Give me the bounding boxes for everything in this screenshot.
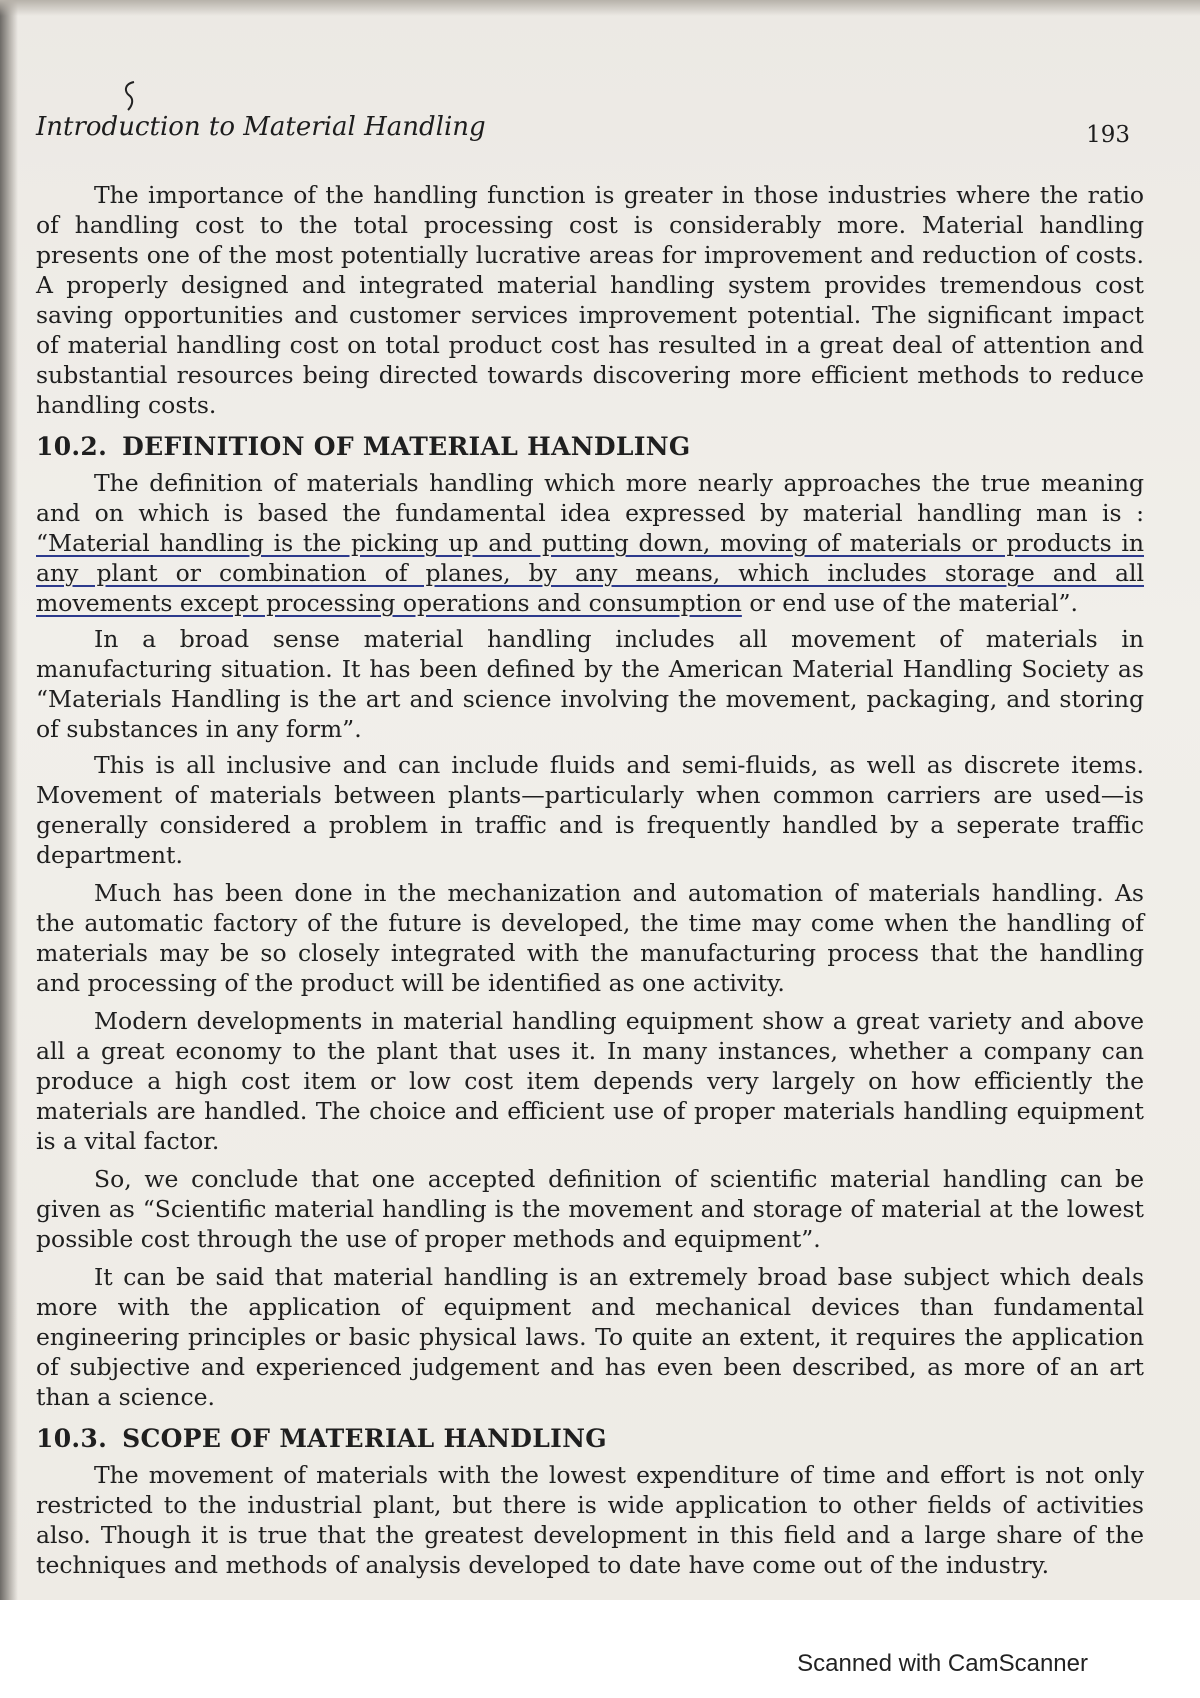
broad-sense-paragraph [36,624,1144,744]
body-paragraph: So, we conclude that one accepted definition of scientific material handling can be given as “Scientific material handling is the movement and storage of material at the lowest possible cost through the use of proper methods and equipment”. [36,1165,1144,1253]
page-body [36,180,1144,1588]
camscanner-watermark: Scanned with CamScanner [797,1650,1088,1677]
section-title: SCOPE OF MATERIAL HANDLING [122,1424,607,1453]
section-heading-definition [36,432,1144,462]
running-head: Introduction to Material Handling [36,112,486,142]
page-number: 193 [1086,122,1130,148]
section-number: 10.2. [36,432,108,461]
body-paragraph: This is all inclusive and can include fluids and semi-fluids, as well as discrete items. Movement of materials between plants—particularly when common carriers are used—is generally considered a problem in traffic and is frequently handled by a seperate traffic department. [36,751,1144,869]
definition-paragraph [36,468,1144,618]
footer-area [0,1600,1200,1698]
definition-lead: The definition of materials handling which more nearly approaches the true meaning and on which is based the fundamental idea expressed by material handling man is : [36,469,1144,527]
section-title: DEFINITION OF MATERIAL HANDLING [122,432,691,461]
definition-tail: or end use of the material”. [741,589,1079,617]
section-heading-scope [36,1424,1144,1454]
intro-paragraph: The importance of the handling function is greater in those industries where the ratio of handling cost to the total processing cost is considerably more. Material handling presents one of the most potentially lucrative areas for improvement and reduction of costs. A properly designed and integrated material handling system provides tremendous cost saving opportunities and customer services improvement potential. The significant impact of material handling cost on total product cost has resulted in a great deal of attention and substantial resources being directed towards discovering more efficient methods to reduce handling costs. [36,181,1144,419]
scope-paragraph: The movement of materials with the lowest expenditure of time and effort is not only restricted to the industrial plant, but there is wide application to other fields of activities also. Though it is true that the greatest development in this field and a large share of the techniques and methods of analysis developed to date have come out of the industry. [36,1461,1144,1579]
handwritten-mark-icon [120,78,140,114]
definition-quote: “Material handling is the picking up and putting down, moving of materials or products in any plant or combination of planes, by any means, which includes storage and all movements except processing operations and consumption [36,529,1144,617]
amhs-quote: “Materials Handling is the art and science involving the movement, packaging, and storing of substances in any form”. [36,685,1144,743]
body-paragraph: It can be said that material handling is an extremely broad base subject which deals more with the application of equipment and mechanical devices than fundamental engineering principles or basic physical laws. To quite an extent, it requires the application of subjective and experienced judgement and has even been described, as more of an art than a science. [36,1263,1144,1411]
section-number: 10.3. [36,1424,108,1453]
broad-sense-text: In a broad sense material handling includes all movement of materials in manufacturing situation. It has been defined by the American Material Handling Society as [36,625,1144,683]
body-paragraph: Much has been done in the mechanization and automation of materials handling. As the automatic factory of the future is developed, the time may come when the handling of materials may be so closely integrated with the manufacturing process that the handling and processing of the product will be identified as one activity. [36,879,1144,997]
body-paragraph: Modern developments in material handling equipment show a great variety and above all a great economy to the plant that uses it. In many instances, whether a company can produce a high cost item or low cost item depends very largely on how efficiently the materials are handled. The choice and efficient use of proper materials handling equipment is a vital factor. [36,1007,1144,1155]
